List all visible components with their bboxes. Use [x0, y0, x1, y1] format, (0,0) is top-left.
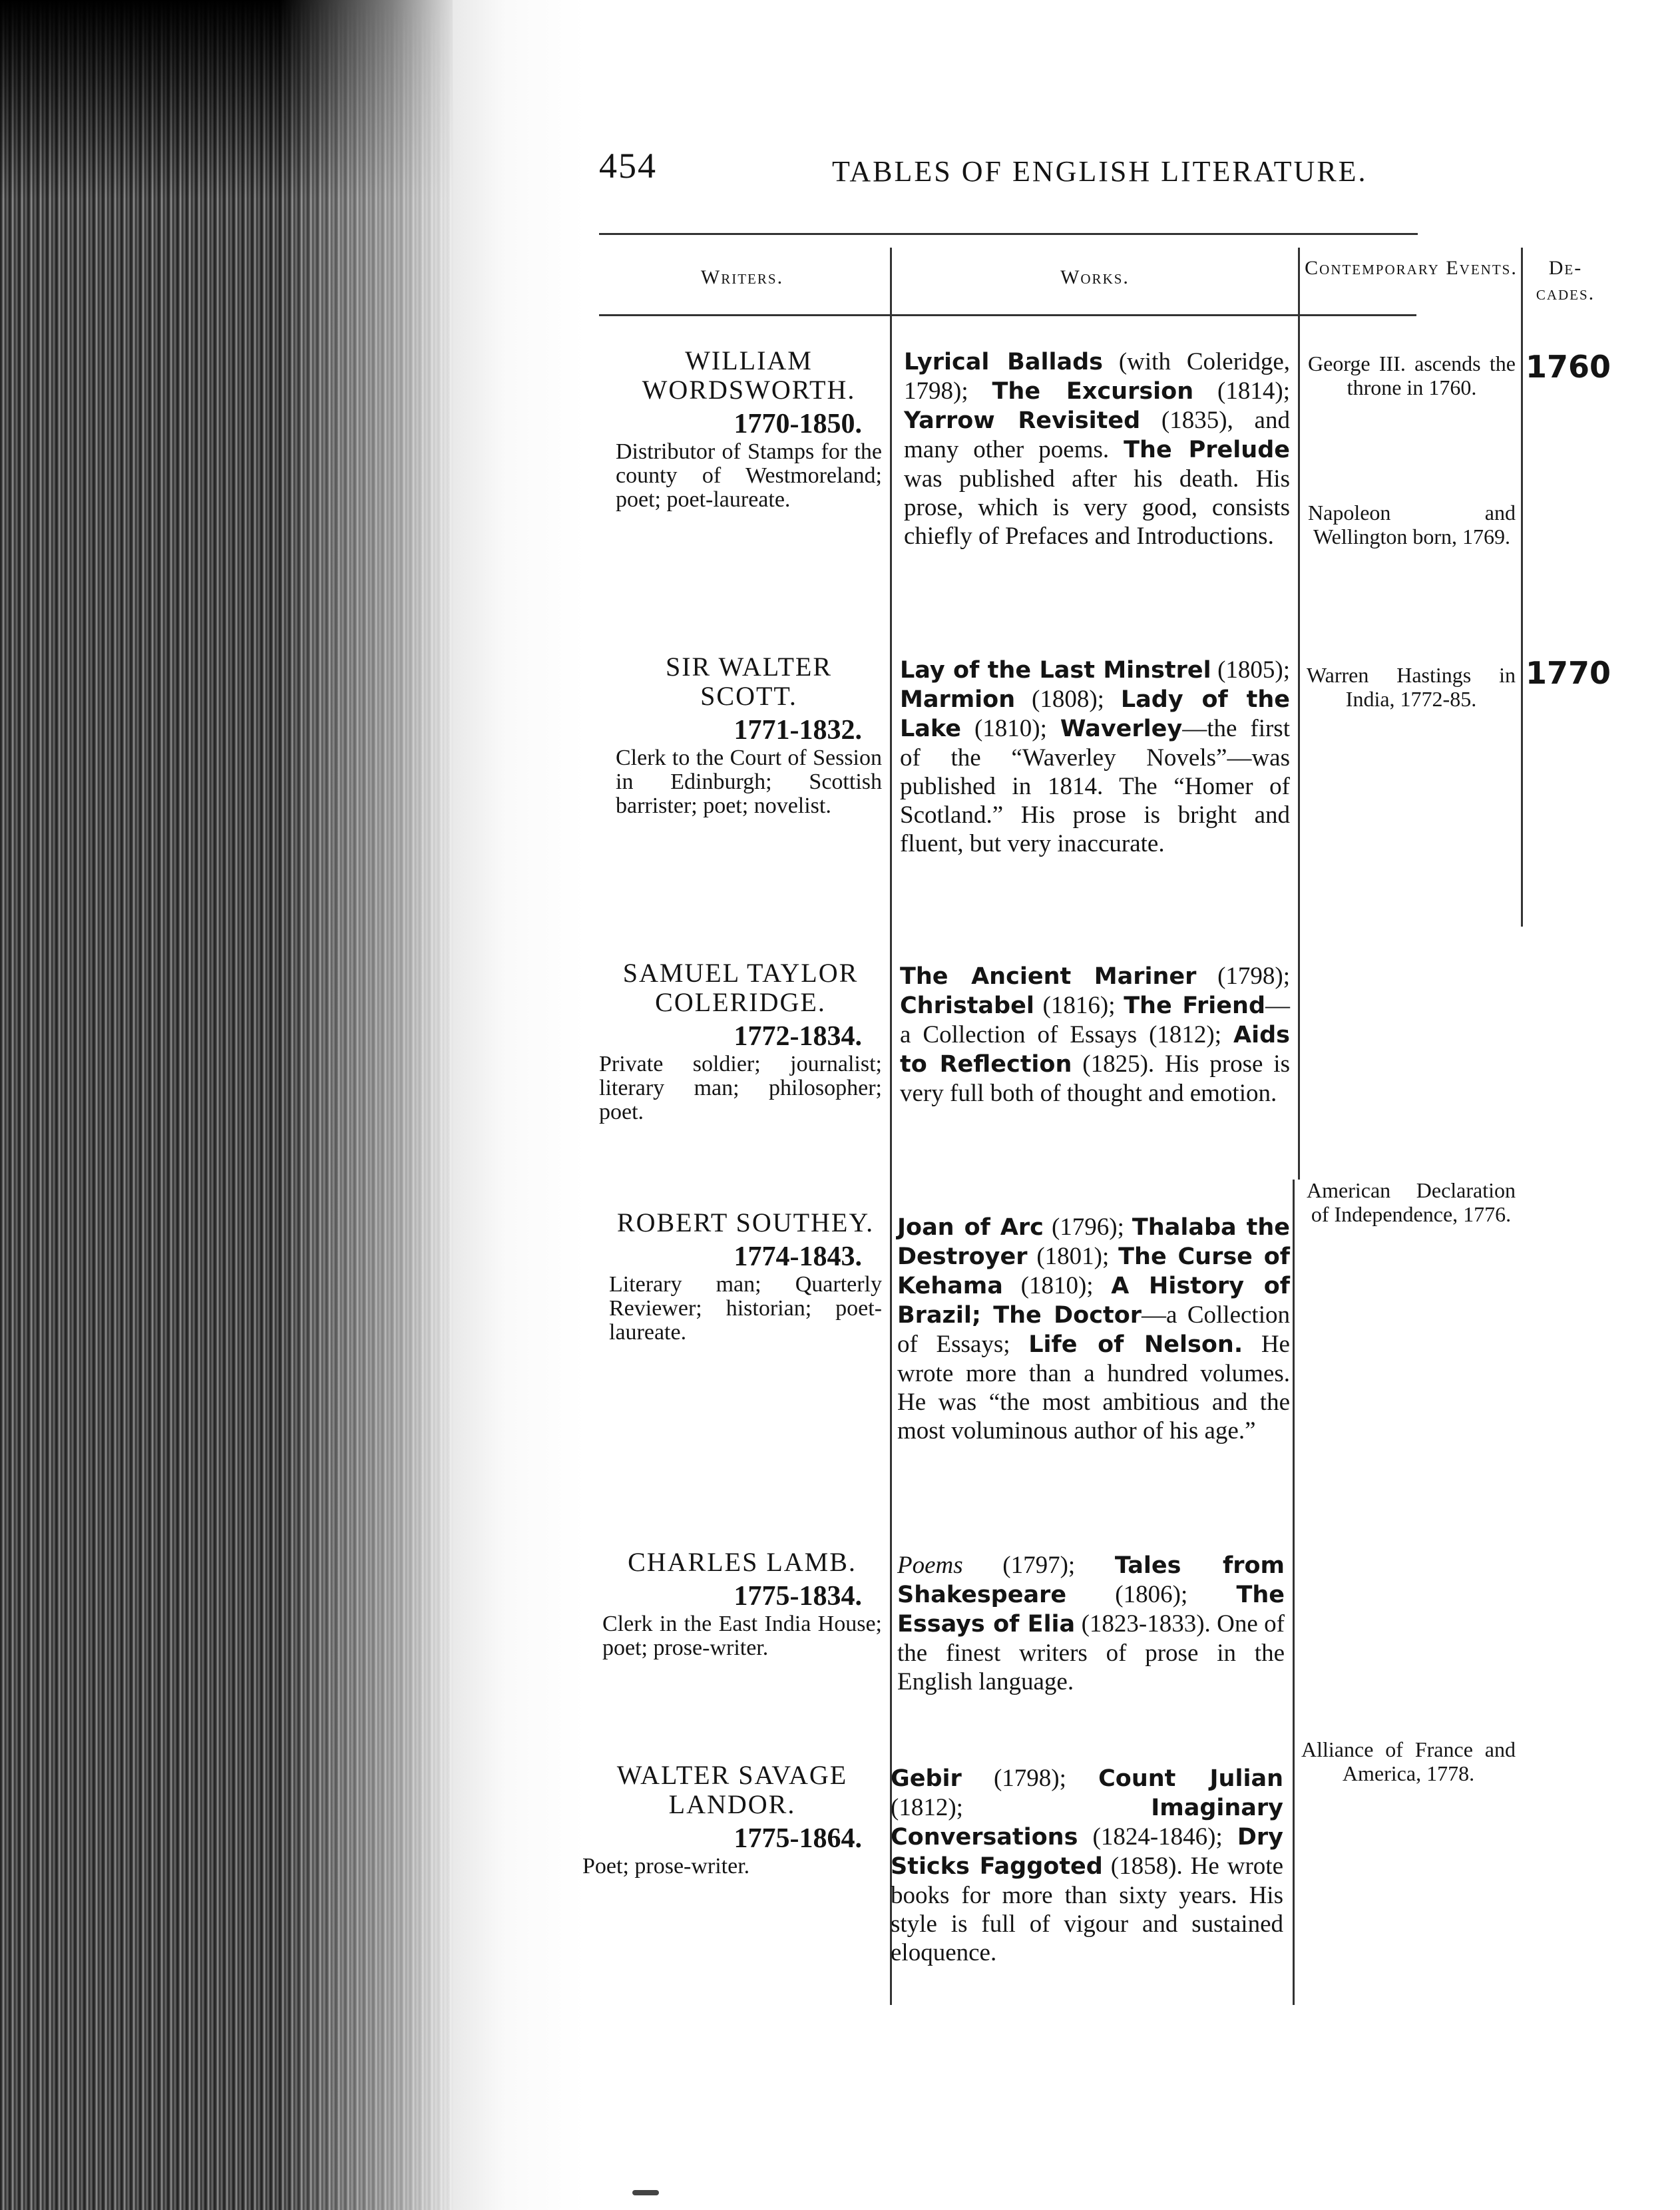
work-note: was published after his death. His prose, which is very good, consists chiefly of Prefaces and Introductions. — [904, 465, 1290, 550]
event-entry: George III. ascends the throne in 1760. — [1308, 351, 1516, 399]
writer-entry — [616, 346, 882, 512]
work-note: (1796); — [1043, 1214, 1132, 1241]
work-note: (1824-1846); — [1078, 1823, 1237, 1851]
work-title: Gebir — [891, 1765, 962, 1792]
ink-speck — [632, 2190, 659, 2195]
work-title: Joan of Arc — [897, 1214, 1044, 1241]
writer-name: SIR WALTER SCOTT. — [665, 652, 833, 711]
work-note: (1810); — [1002, 1272, 1112, 1299]
writer-dates: 1775-1864. — [734, 1823, 862, 1854]
writer-name: WALTER SAVAGE LANDOR. — [616, 1760, 848, 1819]
work-title: Marmion — [900, 686, 1016, 713]
header-rule — [599, 314, 1416, 316]
work-note: (1801); — [1027, 1243, 1119, 1270]
work-note: —a Collection of Essays; — [897, 1301, 1290, 1358]
writer-dates: 1771-1832. — [734, 715, 862, 746]
header-events: Contemporary Events. — [1305, 257, 1518, 279]
work-title: Imaginary Conversations — [891, 1795, 1283, 1851]
column-divider — [890, 248, 892, 2005]
work-title: Yarrow Revisited — [904, 407, 1141, 434]
work-title: Thalaba the Destroyer — [897, 1214, 1290, 1270]
work-title: Lyrical Ballads — [904, 349, 1103, 375]
decade-label: 1770 — [1526, 655, 1611, 691]
writer-name: WILLIAM WORDSWORTH. — [642, 345, 856, 405]
work-note: (1835), and many other poems. — [904, 407, 1290, 463]
work-note: (1798); — [1196, 963, 1290, 990]
work-title: The Ancient Mariner — [900, 963, 1197, 990]
work-title: Waverley — [1060, 716, 1183, 742]
writer-dates: 1775-1834. — [734, 1581, 862, 1612]
work-note: He wrote more than a hundred volumes. He was “the most ambitious and the most voluminous author of his age.” — [897, 1331, 1290, 1444]
writer-name: CHARLES LAMB. — [628, 1547, 857, 1577]
work-note: (1806); — [1066, 1581, 1237, 1608]
table-top-rule — [599, 233, 1418, 235]
writer-description: Clerk to the Court of Session in Edinburgh; Scottish barrister; poet; novelist. — [616, 746, 882, 818]
work-note: (1814); — [1193, 377, 1290, 405]
event-entry: Napoleon and Wellington born, 1769. — [1308, 501, 1516, 549]
work-title: Christabel — [900, 993, 1034, 1019]
work-note: (1798); — [961, 1765, 1099, 1792]
book-page — [453, 0, 1680, 2210]
works-entry — [891, 1764, 1283, 1967]
work-title: A History of Brazil; The Doctor — [897, 1273, 1290, 1329]
work-note: (with Coleridge, 1798); — [904, 348, 1291, 405]
work-title: Aids to Reflection — [900, 1022, 1290, 1078]
book-page-edge — [0, 0, 466, 2210]
work-note: (1816); — [1034, 992, 1124, 1019]
writer-dates: 1770-1850. — [734, 409, 862, 439]
work-note: —the first of the “Waverley Novels”—was published in 1814. The “Homer of Scotland.” His prose is bright and fluent, but very inaccurate. — [900, 715, 1290, 857]
writer-dates: 1774-1843. — [734, 1241, 862, 1272]
column-divider — [1521, 248, 1523, 927]
writer-dates: 1772-1834. — [734, 1021, 862, 1052]
work-title: Count Julian — [1098, 1765, 1283, 1792]
running-head: TABLES OF ENGLISH LITERATURE. — [832, 155, 1368, 188]
work-note: (1812); — [891, 1794, 1152, 1821]
writer-entry — [609, 1208, 882, 1345]
writer-description: Clerk in the East India House; poet; prose-writer. — [602, 1612, 882, 1660]
decade-label: 1760 — [1526, 349, 1611, 385]
writer-entry — [602, 1548, 882, 1660]
event-entry: American Declaration of Independence, 1776. — [1307, 1178, 1516, 1226]
work-note: (1808); — [1015, 686, 1121, 713]
work-title: The Excursion — [992, 378, 1194, 405]
work-title: The Essays of Elia — [897, 1582, 1285, 1638]
work-title: Lady of the Lake — [900, 686, 1290, 742]
header-works: Works. — [1060, 266, 1130, 288]
work-title: The Prelude — [1124, 437, 1290, 463]
work-note: —a Collection of Essays (1812); — [900, 992, 1290, 1048]
work-title: Dry Sticks Faggoted — [891, 1824, 1283, 1880]
writer-description: Private soldier; journalist; literary man; philosopher; poet. — [599, 1052, 882, 1124]
work-title: Tales from Shakespeare — [897, 1552, 1285, 1608]
work-note: (1823-1833). One of the finest writers of prose in the English language. — [897, 1610, 1285, 1695]
writer-description: Distributor of Stamps for the county of Westmoreland; poet; poet-laureate. — [616, 439, 882, 512]
writer-description: Literary man; Quarterly Reviewer; historian; poet-laureate. — [609, 1272, 882, 1345]
event-entry: Warren Hastings in India, 1772-85. — [1307, 663, 1516, 711]
work-note: (1805); — [1211, 656, 1290, 684]
works-entry — [900, 656, 1290, 858]
writer-entry — [582, 1761, 882, 1878]
page-number: 454 — [599, 146, 657, 186]
work-note: (1797); — [962, 1552, 1115, 1579]
writer-name: SAMUEL TAYLOR COLERIDGE. — [622, 958, 859, 1017]
work-title: The Curse of Kehama — [897, 1243, 1290, 1299]
writer-entry — [599, 959, 882, 1124]
column-divider — [1293, 1180, 1295, 2005]
work-note: (1825). His prose is very full both of thought and emotion. — [900, 1050, 1290, 1107]
column-divider — [1298, 248, 1300, 1180]
work-title-italic: Poems — [897, 1552, 963, 1579]
event-entry: Alliance of France and America, 1778. — [1301, 1737, 1516, 1785]
works-entry — [897, 1551, 1285, 1696]
works-entry — [897, 1213, 1290, 1445]
writer-name: ROBERT SOUTHEY. — [616, 1208, 875, 1237]
work-title: Life of Nelson. — [1028, 1331, 1243, 1358]
work-note: (1810); — [961, 715, 1060, 742]
works-entry — [900, 962, 1290, 1108]
work-title: Lay of the Last Minstrel — [900, 657, 1211, 684]
writer-entry — [616, 652, 882, 818]
writer-description: Poet; prose-writer. — [582, 1854, 750, 1878]
work-note: (1858). He wrote books for more than sixty years. His style is full of vigour and sustained eloquence. — [891, 1853, 1283, 1966]
work-title: The Friend — [1124, 993, 1265, 1019]
works-entry — [904, 347, 1290, 551]
header-writers: Writers. — [700, 266, 784, 288]
header-decades: De- cades. — [1536, 257, 1595, 304]
